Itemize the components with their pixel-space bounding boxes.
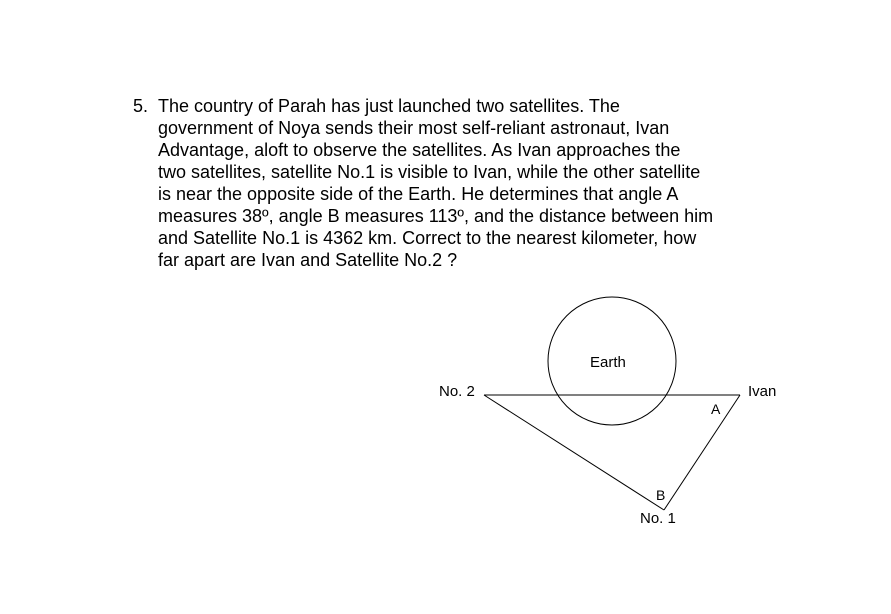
- no2-label: No. 2: [439, 383, 475, 400]
- angle-a-label: A: [711, 401, 721, 417]
- problem-line: far apart are Ivan and Satellite No.2 ?: [158, 250, 458, 270]
- problem-line: Advantage, aloft to observe the satellites. As Ivan approaches the: [158, 140, 681, 160]
- ivan-label: Ivan: [748, 383, 777, 400]
- earth-label: Earth: [590, 354, 626, 371]
- angle-b-label: B: [656, 487, 666, 503]
- problem-number: 5.: [133, 96, 149, 116]
- problem-line: measures 38º, angle B measures 113º, and the distance between him: [158, 206, 714, 226]
- line-ivan-to-no1: [664, 395, 740, 510]
- no1-label: No. 1: [640, 510, 676, 527]
- problem-line: is near the opposite side of the Earth. He determines that angle A: [158, 184, 679, 204]
- problem-line: and Satellite No.1 is 4362 km. Correct to the nearest kilometer, how: [158, 228, 697, 248]
- problem-line: The country of Parah has just launched two satellites. The: [158, 96, 620, 116]
- problem-line: two satellites, satellite No.1 is visible to Ivan, while the other satellite: [158, 162, 701, 182]
- problem-line: government of Noya sends their most self-reliant astronaut, Ivan: [158, 118, 670, 138]
